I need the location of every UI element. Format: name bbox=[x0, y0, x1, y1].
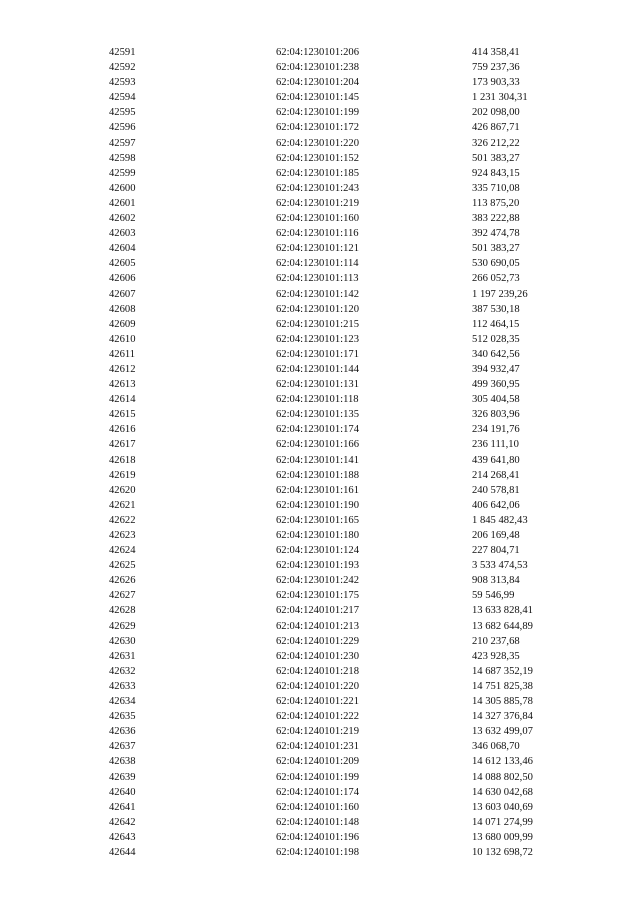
cadastral-number: 62:04:1240101:219 bbox=[276, 726, 359, 738]
cadastral-number: 62:04:1230101:120 bbox=[276, 303, 359, 315]
cadastral-value: 924 843,15 bbox=[472, 167, 520, 179]
table-row bbox=[109, 603, 589, 618]
cadastral-number: 62:04:1240101:231 bbox=[276, 741, 359, 753]
row-number: 42629 bbox=[109, 620, 136, 632]
table-row bbox=[109, 649, 589, 664]
table-row bbox=[109, 558, 589, 573]
row-number: 42636 bbox=[109, 726, 136, 738]
table-row bbox=[109, 226, 589, 241]
cadastral-value: 426 867,71 bbox=[472, 122, 520, 134]
cadastral-value: 759 237,36 bbox=[472, 62, 520, 74]
table-row bbox=[109, 181, 589, 196]
row-number: 42644 bbox=[109, 846, 136, 858]
row-number: 42630 bbox=[109, 635, 136, 647]
table-row bbox=[109, 573, 589, 588]
table-row bbox=[109, 422, 589, 437]
table-row bbox=[109, 151, 589, 166]
table-row bbox=[109, 392, 589, 407]
row-number: 42621 bbox=[109, 499, 136, 511]
row-number: 42591 bbox=[109, 47, 136, 58]
cadastral-value-table bbox=[109, 45, 589, 860]
cadastral-number: 62:04:1230101:131 bbox=[276, 379, 359, 391]
cadastral-value: 13 680 009,99 bbox=[472, 831, 533, 843]
table-row bbox=[109, 619, 589, 634]
cadastral-number: 62:04:1230101:193 bbox=[276, 560, 359, 572]
row-number: 42608 bbox=[109, 303, 136, 315]
cadastral-value: 346 068,70 bbox=[472, 741, 520, 753]
cadastral-value: 1 845 482,43 bbox=[472, 514, 528, 526]
table-row bbox=[109, 75, 589, 90]
row-number: 42600 bbox=[109, 182, 136, 194]
cadastral-value: 14 305 885,78 bbox=[472, 696, 533, 708]
table-row bbox=[109, 166, 589, 181]
row-number: 42603 bbox=[109, 228, 136, 240]
row-number: 42616 bbox=[109, 424, 136, 436]
cadastral-value: 305 404,58 bbox=[472, 394, 520, 406]
cadastral-number: 62:04:1230101:206 bbox=[276, 47, 359, 58]
cadastral-value: 206 169,48 bbox=[472, 530, 520, 541]
row-number: 42609 bbox=[109, 318, 136, 330]
cadastral-value: 14 687 352,19 bbox=[472, 665, 533, 677]
cadastral-number: 62:04:1240101:209 bbox=[276, 756, 359, 768]
table-row bbox=[109, 679, 589, 694]
table-row bbox=[109, 407, 589, 422]
cadastral-number: 62:04:1230101:190 bbox=[276, 499, 359, 511]
table-row bbox=[109, 45, 589, 60]
row-number: 42597 bbox=[109, 137, 136, 149]
cadastral-number: 62:04:1240101:217 bbox=[276, 605, 359, 617]
table-row bbox=[109, 785, 589, 800]
cadastral-number: 62:04:1230101:180 bbox=[276, 530, 359, 541]
table-row bbox=[109, 754, 589, 769]
table-row bbox=[109, 90, 589, 105]
row-number: 42602 bbox=[109, 213, 136, 225]
row-number: 42620 bbox=[109, 484, 136, 496]
cadastral-number: 62:04:1230101:215 bbox=[276, 318, 359, 330]
cadastral-value: 423 928,35 bbox=[472, 650, 520, 662]
row-number: 42612 bbox=[109, 363, 136, 375]
cadastral-value: 3 533 474,53 bbox=[472, 560, 528, 572]
cadastral-number: 62:04:1240101:198 bbox=[276, 846, 359, 858]
table-row bbox=[109, 830, 589, 845]
table-row bbox=[109, 256, 589, 271]
row-number: 42642 bbox=[109, 816, 136, 828]
table-row bbox=[109, 634, 589, 649]
cadastral-value: 59 546,99 bbox=[472, 590, 515, 602]
table-row bbox=[109, 513, 589, 528]
cadastral-value: 266 052,73 bbox=[472, 273, 520, 285]
row-number: 42610 bbox=[109, 333, 136, 345]
row-number: 42618 bbox=[109, 454, 136, 466]
cadastral-number: 62:04:1230101:172 bbox=[276, 122, 359, 134]
cadastral-number: 62:04:1230101:113 bbox=[276, 273, 359, 285]
table-row bbox=[109, 271, 589, 286]
cadastral-number: 62:04:1230101:199 bbox=[276, 107, 359, 119]
cadastral-value: 10 132 698,72 bbox=[472, 846, 533, 858]
cadastral-value: 234 191,76 bbox=[472, 424, 520, 436]
table-row bbox=[109, 588, 589, 603]
table-row bbox=[109, 120, 589, 135]
cadastral-number: 62:04:1230101:135 bbox=[276, 409, 359, 421]
row-number: 42637 bbox=[109, 741, 136, 753]
cadastral-number: 62:04:1240101:221 bbox=[276, 696, 359, 708]
cadastral-value: 335 710,08 bbox=[472, 182, 520, 194]
cadastral-number: 62:04:1230101:116 bbox=[276, 228, 359, 240]
table-row bbox=[109, 815, 589, 830]
cadastral-value: 1 197 239,26 bbox=[472, 288, 528, 300]
cadastral-number: 62:04:1240101:213 bbox=[276, 620, 359, 632]
cadastral-number: 62:04:1240101:230 bbox=[276, 650, 359, 662]
row-number: 42596 bbox=[109, 122, 136, 134]
row-number: 42625 bbox=[109, 560, 136, 572]
row-number: 42607 bbox=[109, 288, 136, 300]
row-number: 42641 bbox=[109, 801, 136, 813]
cadastral-value: 240 578,81 bbox=[472, 484, 520, 496]
cadastral-number: 62:04:1230101:171 bbox=[276, 348, 359, 360]
table-row bbox=[109, 724, 589, 739]
row-number: 42619 bbox=[109, 469, 136, 481]
cadastral-number: 62:04:1240101:174 bbox=[276, 786, 359, 798]
row-number: 42606 bbox=[109, 273, 136, 285]
row-number: 42635 bbox=[109, 711, 136, 723]
table-row bbox=[109, 377, 589, 392]
row-number: 42627 bbox=[109, 590, 136, 602]
cadastral-value: 414 358,41 bbox=[472, 47, 520, 58]
row-number: 42640 bbox=[109, 786, 136, 798]
cadastral-value: 512 028,35 bbox=[472, 333, 520, 345]
row-number: 42594 bbox=[109, 92, 136, 104]
cadastral-number: 62:04:1230101:161 bbox=[276, 484, 359, 496]
row-number: 42614 bbox=[109, 394, 136, 406]
table-row bbox=[109, 332, 589, 347]
row-number: 42599 bbox=[109, 167, 136, 179]
table-row bbox=[109, 528, 589, 543]
cadastral-number: 62:04:1230101:114 bbox=[276, 258, 359, 270]
cadastral-value: 439 641,80 bbox=[472, 454, 520, 466]
cadastral-value: 202 098,00 bbox=[472, 107, 520, 119]
row-number: 42638 bbox=[109, 756, 136, 768]
table-row bbox=[109, 543, 589, 558]
cadastral-value: 14 612 133,46 bbox=[472, 756, 533, 768]
cadastral-value: 13 633 828,41 bbox=[472, 605, 533, 617]
cadastral-value: 236 111,10 bbox=[472, 439, 519, 451]
cadastral-value: 227 804,71 bbox=[472, 545, 520, 557]
row-number: 42604 bbox=[109, 243, 136, 255]
cadastral-number: 62:04:1230101:175 bbox=[276, 590, 359, 602]
cadastral-number: 62:04:1230101:238 bbox=[276, 62, 359, 74]
cadastral-value: 499 360,95 bbox=[472, 379, 520, 391]
table-row bbox=[109, 211, 589, 226]
table-row bbox=[109, 800, 589, 815]
row-number: 42595 bbox=[109, 107, 136, 119]
cadastral-number: 62:04:1230101:220 bbox=[276, 137, 359, 149]
cadastral-number: 62:04:1240101:160 bbox=[276, 801, 359, 813]
cadastral-number: 62:04:1230101:121 bbox=[276, 243, 359, 255]
cadastral-value: 392 474,78 bbox=[472, 228, 520, 240]
row-number: 42632 bbox=[109, 665, 136, 677]
cadastral-number: 62:04:1240101:199 bbox=[276, 771, 359, 783]
table-row bbox=[109, 136, 589, 151]
cadastral-number: 62:04:1230101:118 bbox=[276, 394, 359, 406]
table-row bbox=[109, 362, 589, 377]
row-number: 42615 bbox=[109, 409, 136, 421]
table-row bbox=[109, 196, 589, 211]
cadastral-number: 62:04:1230101:124 bbox=[276, 545, 359, 557]
cadastral-number: 62:04:1240101:148 bbox=[276, 816, 359, 828]
cadastral-value: 13 603 040,69 bbox=[472, 801, 533, 813]
cadastral-number: 62:04:1230101:141 bbox=[276, 454, 359, 466]
row-number: 42639 bbox=[109, 771, 136, 783]
cadastral-number: 62:04:1230101:174 bbox=[276, 424, 359, 436]
cadastral-value: 113 875,20 bbox=[472, 197, 520, 209]
cadastral-value: 501 383,27 bbox=[472, 243, 520, 255]
cadastral-value: 908 313,84 bbox=[472, 575, 520, 587]
cadastral-value: 394 932,47 bbox=[472, 363, 520, 375]
cadastral-value: 14 630 042,68 bbox=[472, 786, 533, 798]
row-number: 42633 bbox=[109, 680, 136, 692]
row-number: 42634 bbox=[109, 696, 136, 708]
cadastral-number: 62:04:1230101:144 bbox=[276, 363, 359, 375]
row-number: 42601 bbox=[109, 197, 136, 209]
table-row bbox=[109, 468, 589, 483]
cadastral-value: 383 222,88 bbox=[472, 213, 520, 225]
table-row bbox=[109, 347, 589, 362]
cadastral-value: 387 530,18 bbox=[472, 303, 520, 315]
cadastral-value: 14 327 376,84 bbox=[472, 711, 533, 723]
cadastral-number: 62:04:1240101:220 bbox=[276, 680, 359, 692]
table-row bbox=[109, 709, 589, 724]
cadastral-value: 13 632 499,07 bbox=[472, 726, 533, 738]
table-row bbox=[109, 483, 589, 498]
cadastral-value: 326 803,96 bbox=[472, 409, 520, 421]
table-row bbox=[109, 770, 589, 785]
cadastral-number: 62:04:1230101:219 bbox=[276, 197, 359, 209]
cadastral-value: 340 642,56 bbox=[472, 348, 520, 360]
table-row bbox=[109, 664, 589, 679]
cadastral-value: 14 751 825,38 bbox=[472, 680, 533, 692]
cadastral-value: 14 088 802,50 bbox=[472, 771, 533, 783]
table-row bbox=[109, 739, 589, 754]
row-number: 42643 bbox=[109, 831, 136, 843]
cadastral-number: 62:04:1230101:188 bbox=[276, 469, 359, 481]
cadastral-number: 62:04:1240101:222 bbox=[276, 711, 359, 723]
cadastral-number: 62:04:1230101:185 bbox=[276, 167, 359, 179]
cadastral-value: 112 464,15 bbox=[472, 318, 520, 330]
cadastral-value: 210 237,68 bbox=[472, 635, 520, 647]
row-number: 42605 bbox=[109, 258, 136, 270]
table-row bbox=[109, 60, 589, 75]
cadastral-value: 13 682 644,89 bbox=[472, 620, 533, 632]
cadastral-number: 62:04:1230101:242 bbox=[276, 575, 359, 587]
row-number: 42623 bbox=[109, 530, 136, 541]
table-row bbox=[109, 241, 589, 256]
cadastral-value: 501 383,27 bbox=[472, 152, 520, 164]
cadastral-value: 173 903,33 bbox=[472, 77, 520, 89]
row-number: 42598 bbox=[109, 152, 136, 164]
cadastral-number: 62:04:1230101:152 bbox=[276, 152, 359, 164]
row-number: 42613 bbox=[109, 379, 136, 391]
row-number: 42626 bbox=[109, 575, 136, 587]
row-number: 42631 bbox=[109, 650, 136, 662]
cadastral-number: 62:04:1240101:218 bbox=[276, 665, 359, 677]
cadastral-value: 214 268,41 bbox=[472, 469, 520, 481]
cadastral-value: 406 642,06 bbox=[472, 499, 520, 511]
table-row bbox=[109, 437, 589, 452]
table-row bbox=[109, 498, 589, 513]
table-row bbox=[109, 453, 589, 468]
table-row bbox=[109, 287, 589, 302]
row-number: 42611 bbox=[109, 348, 136, 360]
cadastral-number: 62:04:1230101:123 bbox=[276, 333, 359, 345]
cadastral-value: 530 690,05 bbox=[472, 258, 520, 270]
cadastral-number: 62:04:1230101:166 bbox=[276, 439, 359, 451]
cadastral-value: 14 071 274,99 bbox=[472, 816, 533, 828]
table-row bbox=[109, 845, 589, 860]
table-row bbox=[109, 317, 589, 332]
table-row bbox=[109, 302, 589, 317]
cadastral-number: 62:04:1230101:142 bbox=[276, 288, 359, 300]
cadastral-number: 62:04:1240101:229 bbox=[276, 635, 359, 647]
cadastral-number: 62:04:1230101:165 bbox=[276, 514, 359, 526]
table-row bbox=[109, 105, 589, 120]
cadastral-number: 62:04:1240101:196 bbox=[276, 831, 359, 843]
cadastral-number: 62:04:1230101:145 bbox=[276, 92, 359, 104]
cadastral-value: 326 212,22 bbox=[472, 137, 520, 149]
row-number: 42628 bbox=[109, 605, 136, 617]
row-number: 42617 bbox=[109, 439, 136, 451]
cadastral-value: 1 231 304,31 bbox=[472, 92, 528, 104]
row-number: 42592 bbox=[109, 62, 136, 74]
cadastral-number: 62:04:1230101:243 bbox=[276, 182, 359, 194]
row-number: 42622 bbox=[109, 514, 136, 526]
cadastral-number: 62:04:1230101:160 bbox=[276, 213, 359, 225]
cadastral-number: 62:04:1230101:204 bbox=[276, 77, 359, 89]
row-number: 42624 bbox=[109, 545, 136, 557]
table-row bbox=[109, 694, 589, 709]
row-number: 42593 bbox=[109, 77, 136, 89]
